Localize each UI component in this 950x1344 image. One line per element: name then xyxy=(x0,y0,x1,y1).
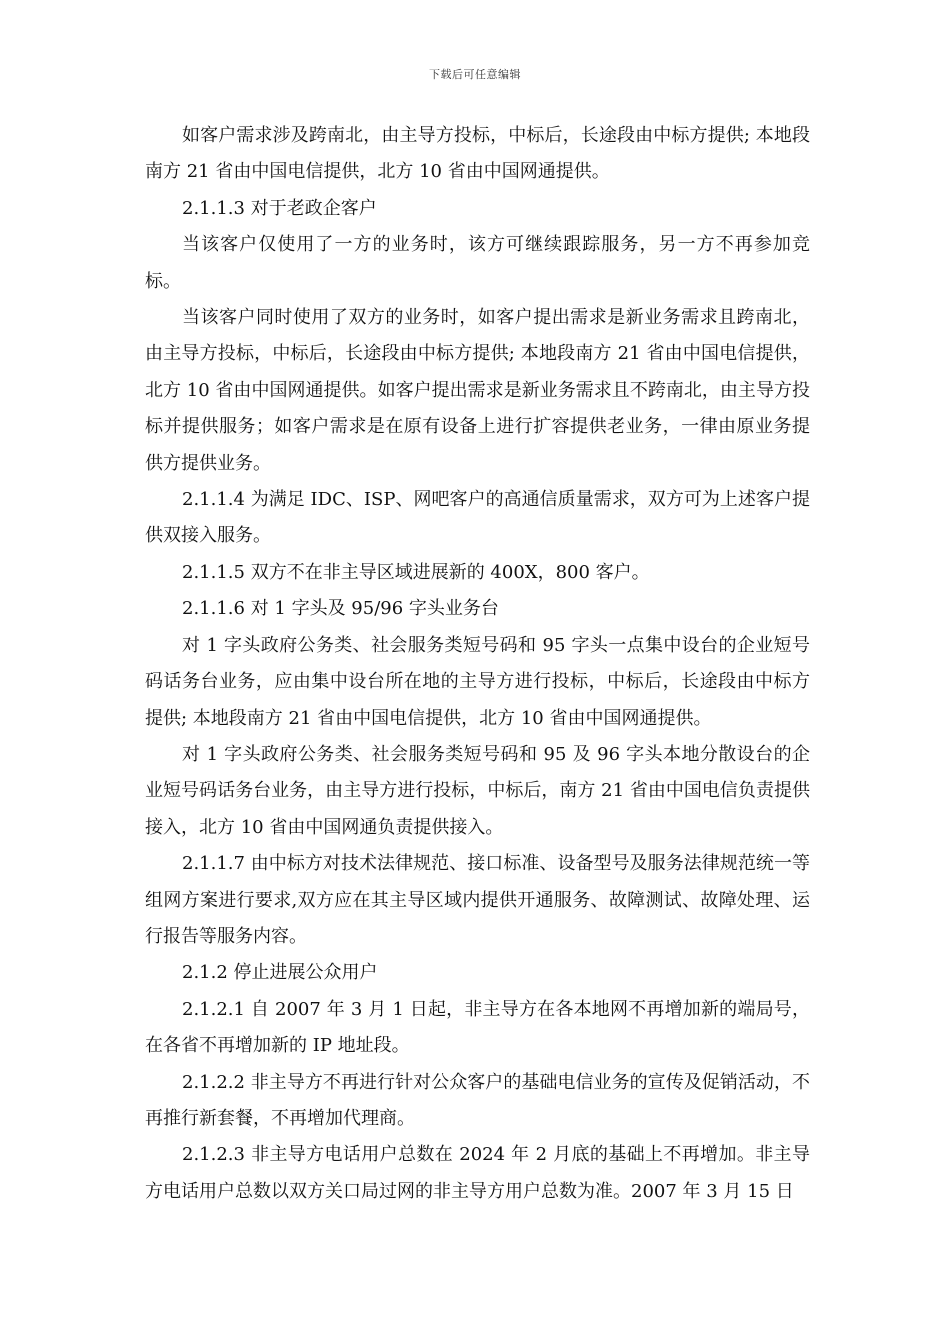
paragraph: 2.1.2.3 非主导方电话用户总数在 2024 年 2 月底的基础上不再增加。非主导方电话用户总数以双方关口局过网的非主导方用户总数为准。2007 年 3 月 15 日 xyxy=(145,1144,810,1202)
page-header: 下载后可任意编辑 xyxy=(429,68,521,81)
paragraph: 当该客户仅使用了一方的业务时，该方可继续跟踪服务，另一方不再参加竞标。 xyxy=(145,234,810,292)
paragraph: 对 1 字头政府公务类、社会服务类短号码和 95 及 96 字头本地分散设台的企业短号码话务台业务，由主导方进行投标，中标后，南方 21 省由中国电信负责提供接入，北方 10 省由中国网通负责提供接入。 xyxy=(145,743,810,838)
paragraph: 2.1.2.1 自 2007 年 3 月 1 日起，非主导方在各本地网不再增加新的端局号，在各省不再增加新的 IP 地址段。 xyxy=(145,998,810,1057)
paragraph: 2.1.1.5 双方不在非主导区域进展新的 400X，800 客户。 xyxy=(182,561,650,583)
paragraph: 2.1.1.4 为满足 IDC、ISP、网吧客户的高通信质量需求，双方可为上述客户提供双接入服务。 xyxy=(145,489,810,547)
paragraph: 对 1 字头政府公务类、社会服务类短号码和 95 字头一点集中设台的企业短号码话务台业务，应由集中设台所在地的主导方进行投标，中标后，长途段由中标方提供; 本地段南方 21 省由中国电信提供，北方 10 省由中国网通提供。 xyxy=(145,634,810,729)
paragraph: 2.1.1.7 由中标方对技术法律规范、接口标准、设备型号及服务法律规范统一等组网方案进行要求,双方应在其主导区域内提供开通服务、故障测试、故障处理、运行报告等服务内容。 xyxy=(145,853,810,947)
section-heading: 2.1.2 停止进展公众用户 xyxy=(182,962,378,984)
paragraph: 2.1.2.2 非主导方不再进行针对公众客户的基础电信业务的宣传及促销活动，不再推行新套餐，不再增加代理商。 xyxy=(145,1071,810,1129)
paragraph: 如客户需求涉及跨南北，由主导方投标，中标后，长途段由中标方提供; 本地段南方 21 省由中国电信提供，北方 10 省由中国网通提供。 xyxy=(145,125,810,183)
document-body xyxy=(145,118,810,1210)
section-heading: 2.1.1.3 对于老政企客户 xyxy=(182,197,377,219)
paragraph: 当该客户同时使用了双方的业务时，如客户提出需求是新业务需求且跨南北，由主导方投标，中标后，长途段由中标方提供; 本地段南方 21 省由中国电信提供，北方 10 省由中国网通提供。如客户提出需求是新业务需求且不跨南北，由主导方投标并提供服务；如客户需求是在原有设备上进行扩容提供老业务，一律由原业务提供方提供业务。 xyxy=(145,307,810,474)
section-heading: 2.1.1.6 对 1 字头及 95/96 字头业务台 xyxy=(182,598,499,620)
